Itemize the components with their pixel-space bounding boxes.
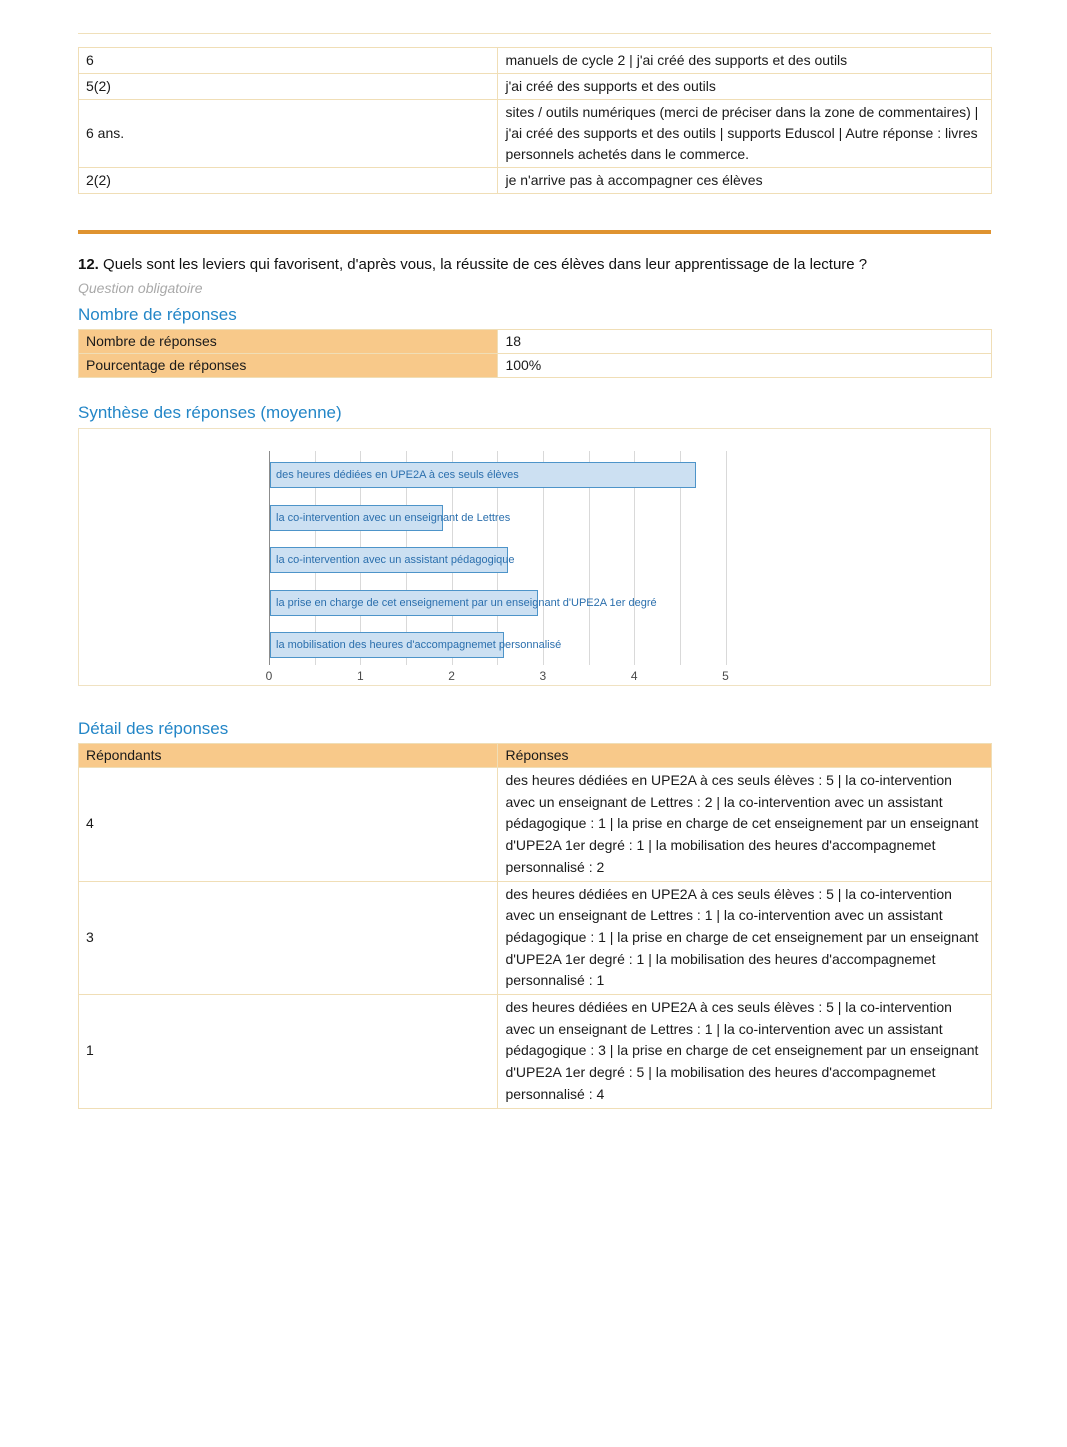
response-cell: sites / outils numériques (merci de préciser dans la zone de commentaires) | j'ai créé des supports et des outils | supports Eduscol | Autre réponse : livres personnels achetés dans le commerce. xyxy=(498,100,992,168)
stat-value: 18 xyxy=(498,330,992,354)
table-row xyxy=(79,330,992,354)
table-row xyxy=(79,995,992,1109)
question-label: Quels sont les leviers qui favorisent, d'après vous, la réussite de ces élèves dans leur apprentissage de la lecture ? xyxy=(98,256,868,273)
x-axis-tick-label: 4 xyxy=(630,669,638,683)
x-axis-tick-label: 3 xyxy=(539,669,547,683)
table-row xyxy=(79,168,992,194)
question-number: 12. xyxy=(78,256,99,273)
column-header-respondents: Répondants xyxy=(79,744,498,768)
bar-category-label: la co-intervention avec un enseignant de Lettres xyxy=(276,511,511,524)
respondent-cell: 1 xyxy=(79,995,498,1109)
response-cell: manuels de cycle 2 | j'ai créé des supports et des outils xyxy=(498,48,992,74)
bar-category-label: la mobilisation des heures d'accompagnemet personnalisé xyxy=(276,639,562,651)
respondent-cell: 6 ans. xyxy=(79,100,498,168)
question-text xyxy=(78,255,991,275)
previous-table-edge xyxy=(78,33,991,34)
bar-category-label: la co-intervention avec un assistant pédagogique xyxy=(276,554,515,566)
mandatory-note: Question obligatoire xyxy=(78,280,203,296)
x-axis-tick-label: 1 xyxy=(356,669,364,683)
stat-value: 100% xyxy=(498,354,992,378)
table-row xyxy=(79,74,992,100)
report-content xyxy=(78,0,991,1109)
gridline xyxy=(726,451,727,665)
table-row xyxy=(79,881,992,995)
table-row xyxy=(79,354,992,378)
bar-category-label: la prise en charge de cet enseignement par un enseignant d'UPE2A 1er degré xyxy=(276,596,657,609)
respondent-cell: 4 xyxy=(79,768,498,882)
response-cell: des heures dédiées en UPE2A à ces seuls élèves : 5 | la co-intervention avec un enseignant de Lettres : 1 | la co-intervention avec un assistant pédagogique : 3 | la prise en charge de cet enseignement par un enseignant d'UPE2A 1er degré : 5 | la mobilisation des heures d'accompagnemet personnalisé : 4 xyxy=(498,995,992,1109)
open-responses-table xyxy=(78,47,992,194)
x-axis-tick-label: 5 xyxy=(722,669,729,683)
stat-label: Pourcentage de réponses xyxy=(79,354,498,378)
table-header-row xyxy=(79,744,992,768)
response-cell: j'ai créé des supports et des outils xyxy=(498,74,992,100)
section-divider xyxy=(78,230,991,234)
stats-table xyxy=(78,329,992,378)
x-axis-tick-label: 0 xyxy=(265,669,273,683)
column-header-responses: Réponses xyxy=(498,744,992,768)
chart-heading: Synthèse des réponses (moyenne) xyxy=(78,403,342,422)
respondent-cell: 3 xyxy=(79,881,498,995)
respondent-cell: 2(2) xyxy=(79,168,498,194)
detail-heading: Détail des réponses xyxy=(78,719,229,738)
table-row xyxy=(79,768,992,882)
response-cell: je n'arrive pas à accompagner ces élèves xyxy=(498,168,992,194)
response-cell: des heures dédiées en UPE2A à ces seuls élèves : 5 | la co-intervention avec un enseignant de Lettres : 1 | la co-intervention avec un assistant pédagogique : 1 | la prise en charge de cet enseignement par un enseignant d'UPE2A 1er degré : 1 | la mobilisation des heures d'accompagnemet personnalisé : 1 xyxy=(498,881,992,995)
stat-label: Nombre de réponses xyxy=(79,330,498,354)
stats-heading: Nombre de réponses xyxy=(78,305,237,324)
x-axis-tick-label: 2 xyxy=(448,669,455,683)
table-row xyxy=(79,48,992,74)
respondent-cell: 6 xyxy=(79,48,498,74)
mean-bar-chart xyxy=(78,428,991,686)
detail-table xyxy=(78,743,992,1109)
respondent-cell: 5(2) xyxy=(79,74,498,100)
bar-category-label: des heures dédiées en UPE2A à ces seuls élèves xyxy=(276,469,519,481)
plot-area xyxy=(265,451,754,683)
table-row xyxy=(79,100,992,168)
response-cell: des heures dédiées en UPE2A à ces seuls élèves : 5 | la co-intervention avec un enseignant de Lettres : 2 | la co-intervention avec un assistant pédagogique : 1 | la prise en charge de cet enseignement par un enseignant d'UPE2A 1er degré : 1 | la mobilisation des heures d'accompagnemet personnalisé : 2 xyxy=(498,768,992,882)
